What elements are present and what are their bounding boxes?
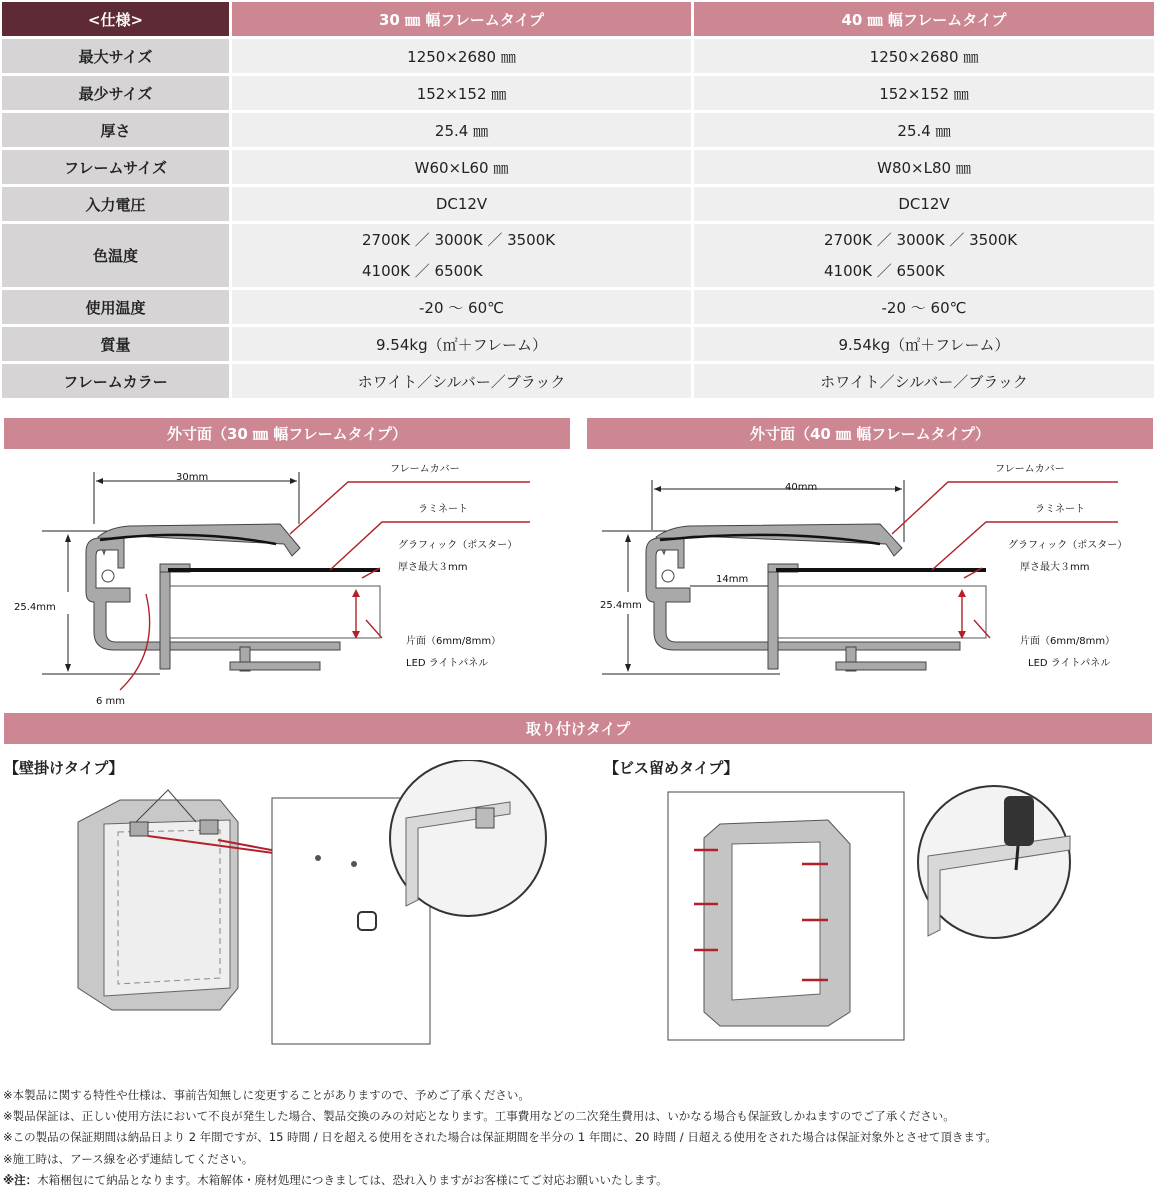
notes (3, 1085, 997, 1191)
spec-row (2, 187, 1154, 221)
screw-mount-heading: 【ビス留めタイプ】 (604, 759, 739, 777)
dim30-side-label: 6 mm (96, 696, 126, 707)
spec-row (2, 364, 1154, 398)
spec-row (2, 39, 1154, 73)
spec-header-40: 40 ㎜ 幅フレームタイプ (694, 2, 1154, 36)
dim40-panel-label: LED ライトパネル (1028, 658, 1111, 669)
spec-row-label: 入力電圧 (2, 187, 229, 221)
mount-title-band: 取り付けタイプ (4, 713, 1152, 744)
spec-row (2, 327, 1154, 361)
spec-row-label: 使用温度 (2, 290, 229, 324)
spec-value-40: 25.4 ㎜ (694, 113, 1154, 147)
spec-row-label: フレームサイズ (2, 150, 229, 184)
spec-value-30 (232, 224, 691, 287)
spec-row (2, 150, 1154, 184)
dim30-laminate-label: ラミネート (418, 504, 468, 515)
dim40-face-label: 片面（6mm/8mm） (1020, 636, 1116, 647)
spec-row (2, 224, 1154, 287)
color-temp-line: 2700K ／ 3000K ／ 3500K (362, 230, 556, 249)
color-temp-line: 4100K ／ 6500K (824, 261, 945, 280)
dim30-height-label: 25.4mm (14, 602, 56, 613)
screw-mount-illustration (660, 780, 1100, 1050)
spec-header-row (2, 2, 1154, 36)
note-line: ※製品保証は、正しい使用方法において不良が発生した場合、製品交換のみの対応となります。工事費用などの二次発生費用は、いかなる場合も保証致しかねますのでご了承ください。 (3, 1109, 955, 1124)
dim30-thickness-label: 厚さ最大３mm (398, 562, 468, 573)
spec-value-40: 9.54kg（㎡＋フレーム） (694, 327, 1154, 361)
spec-row (2, 290, 1154, 324)
dim30-graphic-label: グラフィック（ポスター） (398, 540, 518, 551)
dim40-thickness-label: 厚さ最大３mm (1020, 562, 1090, 573)
color-temp-line: 4100K ／ 6500K (362, 261, 483, 280)
spec-value-30: 9.54kg（㎡＋フレーム） (232, 327, 691, 361)
spec-value-30: 25.4 ㎜ (232, 113, 691, 147)
spec-row-label: 最大サイズ (2, 39, 229, 73)
spec-header-label: <仕様> (2, 2, 229, 36)
dim40-laminate-label: ラミネート (1035, 504, 1085, 515)
dim40-title-band: 外寸面（40 ㎜ 幅フレームタイプ） (587, 418, 1153, 449)
wall-mount-heading: 【壁掛けタイプ】 (4, 759, 124, 777)
dim40-width-label: 40mm (785, 482, 818, 493)
note-line (3, 1170, 997, 1191)
dim40-inner-label: 14mm (716, 574, 749, 585)
note-line: ※この製品の保証期間は納品日より 2 年間ですが、15 時間 / 日を超える使用をされた場合は保証期間を半分の 1 年間に、20 時間 / 日超える使用をされた場合は保証対象外とさせて頂きます。 (3, 1130, 997, 1145)
dim40-cover-label: フレームカバー (995, 464, 1065, 475)
spec-row-label: 色温度 (2, 224, 229, 287)
spec-value-40: DC12V (694, 187, 1154, 221)
spec-value-30: 1250×2680 ㎜ (232, 39, 691, 73)
dim30-width-label: 30mm (176, 472, 209, 483)
spec-value-40: W80×L80 ㎜ (694, 150, 1154, 184)
dim30-face-label: 片面（6mm/8mm） (406, 636, 502, 647)
spec-value-30: ホワイト／シルバー／ブラック (232, 364, 691, 398)
note-text: 木箱梱包にて納品となります。木箱解体・廃材処理につきましては、恐れ入りますがお客様にてご対応お願いいたします。 (37, 1172, 668, 1187)
note-line: ※施工時は、アース線を必ず連結してください。 (3, 1151, 254, 1166)
note-line: ※本製品に関する特性や仕様は、事前告知無しに変更することがありますので、予めご了承ください。 (3, 1088, 530, 1102)
dim40-graphic-label: グラフィック（ポスター） (1008, 540, 1128, 551)
color-temp-line: 2700K ／ 3000K ／ 3500K (824, 230, 1018, 249)
spec-table (2, 2, 1154, 401)
spec-value-40: -20 ～ 60℃ (694, 290, 1154, 324)
spec-value-30: DC12V (232, 187, 691, 221)
spec-row-label: フレームカラー (2, 364, 229, 398)
spec-value-40: ホワイト／シルバー／ブラック (694, 364, 1154, 398)
dim40-cross-section (580, 452, 1156, 712)
spec-value-30: 152×152 ㎜ (232, 76, 691, 110)
dim30-cover-label: フレームカバー (390, 464, 460, 475)
wall-mount-illustration (60, 760, 580, 1050)
dim30-cross-section (0, 452, 580, 712)
dim30-panel-label: LED ライトパネル (406, 658, 489, 669)
spec-row-label: 質量 (2, 327, 229, 361)
spec-value-30: W60×L60 ㎜ (232, 150, 691, 184)
spec-value-40: 1250×2680 ㎜ (694, 39, 1154, 73)
spec-header-30: 30 ㎜ 幅フレームタイプ (232, 2, 691, 36)
spec-row-label: 厚さ (2, 113, 229, 147)
spec-row (2, 76, 1154, 110)
dim40-height-label: 25.4mm (600, 600, 642, 611)
spec-row-label: 最少サイズ (2, 76, 229, 110)
spec-value-40: 152×152 ㎜ (694, 76, 1154, 110)
spec-row (2, 113, 1154, 147)
note-lead: ※注： (3, 1172, 38, 1187)
spec-value-40 (694, 224, 1154, 287)
dim30-title-band: 外寸面（30 ㎜ 幅フレームタイプ） (4, 418, 570, 449)
spec-value-30: -20 ～ 60℃ (232, 290, 691, 324)
